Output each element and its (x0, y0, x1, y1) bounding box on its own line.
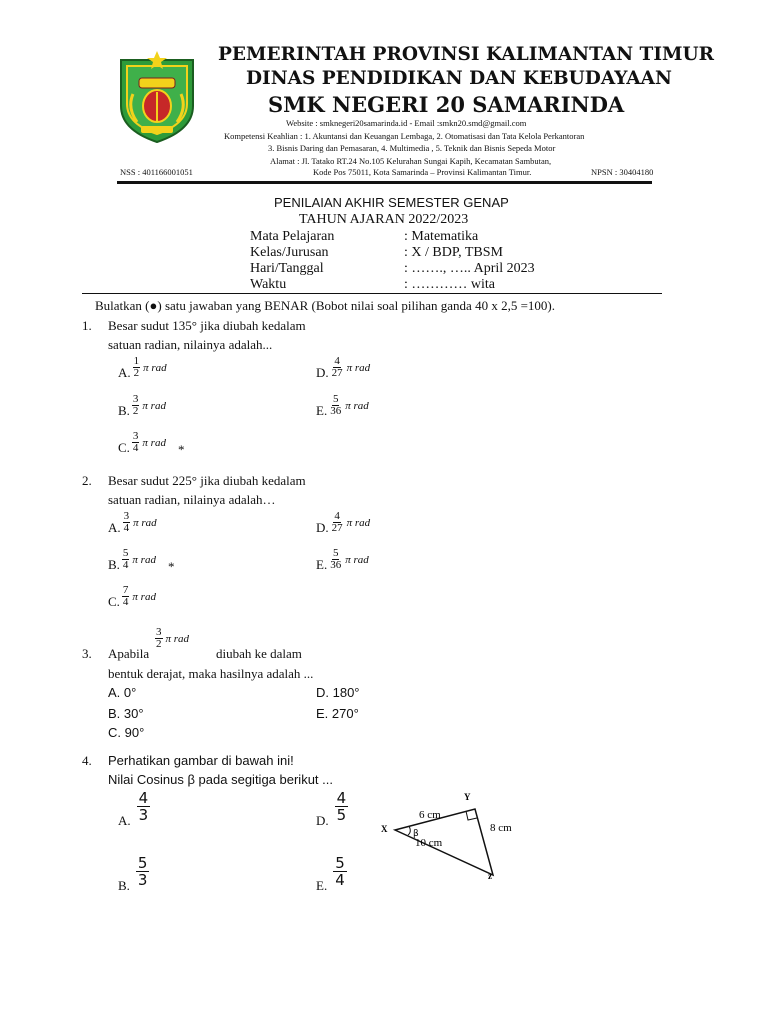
denominator: 4 (122, 559, 129, 571)
numerator: 3 (132, 430, 139, 442)
q1-text: satuan radian, nilainya adalah... (108, 337, 273, 352)
q1-option-e[interactable] (316, 394, 369, 417)
pi-rad: π rad (346, 516, 371, 529)
fraction (136, 855, 150, 888)
pi-rad: π rad (132, 553, 156, 566)
option-letter: E. (316, 556, 328, 572)
pi-rad: π rad (133, 516, 157, 529)
header-alamat1: Alamat : Jl. Tatako RT.24 No.105 Kelurahan Sungai Kapih, Kecamatan Sambutan, (270, 156, 552, 166)
fraction (132, 394, 140, 417)
denominator: 3 (138, 806, 149, 824)
q4-option-a[interactable] (118, 789, 150, 828)
q3-text: diubah ke dalam (216, 646, 302, 661)
fraction (132, 431, 140, 454)
header-kompetensi1: Kompetensi Keahlian : 1. Akuntansi dan Keuangan Lembaga, 2. Otomatisasi dan Tata Kelola Perkantoran (224, 131, 585, 141)
option-letter: D. (316, 364, 329, 380)
denominator: 4 (335, 871, 345, 889)
numerator: 5 (137, 854, 148, 872)
q2-option-b[interactable] (108, 547, 175, 574)
q3-text: bentuk derajat, maka hasilnya adalah ... (108, 666, 314, 681)
denominator: 2 (156, 638, 162, 650)
numerator: 4 (138, 789, 149, 807)
info-divider (82, 293, 662, 294)
option-letter: C. (108, 593, 120, 609)
info-value: : ……., ….. April 2023 (404, 261, 535, 276)
fraction (123, 511, 131, 534)
denominator: 2 (133, 367, 140, 379)
option-letter: B. (108, 556, 120, 572)
header-line3: SMK NEGERI 20 SAMARINDA (268, 92, 625, 117)
exam-title2: TAHUN AJARAN 2022/2023 (299, 212, 469, 227)
q3-option-b[interactable]: B. 30° (108, 706, 144, 721)
info-value: : ………… wita (404, 277, 495, 292)
denominator: 36 (330, 559, 342, 571)
numerator: 5 (332, 547, 339, 559)
q3-option-e[interactable]: E. 270° (316, 706, 359, 721)
q4-text: Nilai Cosinus β pada segitiga berikut ... (108, 772, 333, 787)
numerator: 5 (332, 393, 339, 405)
option-letter: D. (316, 812, 329, 828)
pi-rad: π rad (165, 632, 190, 645)
option-letter: C. (118, 439, 130, 455)
q1-option-a[interactable] (118, 356, 167, 379)
q4-option-b[interactable] (118, 854, 149, 893)
side-xy: 6 cm (419, 809, 441, 821)
q1-option-c[interactable] (118, 430, 185, 457)
header-line2: DINAS PENDIDIKAN DAN KEBUDAYAAN (246, 68, 672, 89)
numerator: 5 (335, 854, 345, 872)
q3-option-c[interactable]: C. 90° (108, 725, 145, 740)
denominator: 27 (331, 367, 343, 379)
pi-rad: π rad (132, 590, 156, 603)
answer-mark: * (167, 558, 175, 574)
pi-rad: π rad (345, 553, 369, 566)
vertex-z: z (488, 871, 492, 881)
info-value: : X / BDP, TBSM (404, 245, 503, 260)
pi-rad: π rad (142, 436, 166, 449)
header-divider (117, 181, 652, 184)
info-label: Kelas/Jurusan (250, 245, 329, 260)
q2-option-d[interactable] (316, 511, 370, 534)
numerator: 4 (336, 789, 347, 807)
fraction (333, 855, 347, 888)
fraction (122, 548, 130, 571)
option-letter: B. (118, 877, 130, 893)
numerator: 5 (122, 547, 129, 559)
denominator: 27 (331, 522, 343, 534)
info-label: Hari/Tanggal (250, 261, 324, 276)
denominator: 3 (137, 871, 148, 889)
q1-number: 1. (82, 318, 92, 333)
q2-option-e[interactable] (316, 548, 369, 571)
denominator: 5 (336, 806, 347, 824)
answer-mark: * (177, 441, 185, 457)
denominator: 4 (123, 522, 130, 534)
denominator: 4 (132, 442, 139, 454)
fraction (122, 585, 130, 608)
side-xz: 10 cm (415, 837, 443, 849)
pi-rad: π rad (143, 361, 167, 374)
header-kompetensi2: 3. Bisnis Daring dan Pemasaran, 4. Multimedia , 5. Teknik dan Bisnis Sepeda Motor (268, 143, 556, 153)
denominator: 2 (132, 405, 139, 417)
option-letter: A. (108, 519, 121, 535)
q3-fraction (155, 627, 189, 650)
header-npsn: NPSN : 30404180 (591, 167, 654, 177)
triangle-figure (375, 785, 525, 885)
pi-rad: π rad (142, 399, 166, 412)
numerator: 3 (123, 510, 130, 522)
option-letter: D. (316, 519, 329, 535)
instruction: Bulatkan (●) satu jawaban yang BENAR (Bobot nilai soal pilihan ganda 40 x 2,5 =100). (95, 298, 555, 313)
option-letter: B. (118, 402, 130, 418)
q2-text: satuan radian, nilainya adalah… (108, 492, 276, 507)
option-letter: E. (316, 402, 328, 418)
fraction (335, 790, 349, 823)
q3-option-a[interactable]: A. 0° (108, 685, 137, 700)
angle-beta: β (413, 829, 419, 839)
school-logo (117, 48, 197, 144)
fraction (331, 356, 344, 379)
option-letter: E. (316, 877, 328, 893)
q1-option-d[interactable] (316, 356, 370, 379)
q2-text: Besar sudut 225° jika diubah kedalam (108, 473, 306, 488)
fraction (133, 356, 141, 379)
header-website: Website : smknegeri20samarinda.id - Email :smkn20.smd@gmail.com (286, 118, 527, 128)
numerator: 3 (156, 626, 162, 638)
q2-option-a[interactable] (108, 511, 157, 534)
option-letter: A. (118, 364, 131, 380)
fraction (329, 394, 342, 417)
q1-option-b[interactable] (118, 394, 166, 417)
numerator: 4 (334, 355, 340, 367)
header-alamat2: Kode Pos 75011, Kota Samarinda – Provinsi Kalimantan Timur. (313, 167, 532, 177)
pi-rad: π rad (345, 399, 369, 412)
q4-number: 4. (82, 753, 92, 768)
vertex-y: Y (464, 792, 471, 802)
header-line1: PEMERINTAH PROVINSI KALIMANTAN TIMUR (218, 44, 714, 65)
numerator: 4 (334, 510, 340, 522)
numerator: 3 (132, 393, 139, 405)
triangle (395, 809, 493, 875)
info-label: Waktu (250, 277, 287, 292)
pi-rad: π rad (346, 361, 371, 374)
info-value: : Matematika (404, 229, 479, 244)
q3-text: Apabila (108, 646, 150, 661)
q1-text: Besar sudut 135° jika diubah kedalam (108, 318, 306, 333)
numerator: 7 (122, 584, 129, 596)
q2-number: 2. (82, 473, 92, 488)
angle-arc (408, 826, 410, 835)
side-yz: 8 cm (490, 822, 512, 834)
q4-option-e[interactable] (316, 854, 347, 893)
fraction (329, 548, 342, 571)
denominator: 4 (122, 596, 129, 608)
vertex-x: X (381, 824, 388, 834)
q3-option-d[interactable]: D. 180° (316, 685, 360, 700)
fraction (155, 627, 163, 650)
fraction (137, 790, 151, 823)
q2-option-c[interactable] (108, 585, 156, 608)
header-nss: NSS : 401166001051 (120, 167, 193, 177)
info-label: Mata Pelajaran (250, 229, 335, 244)
option-letter: A. (118, 812, 131, 828)
exam-title1: PENILAIAN AKHIR SEMESTER GENAP (274, 195, 509, 210)
q3-number: 3. (82, 646, 92, 661)
denominator: 36 (330, 405, 342, 417)
q4-option-d[interactable] (316, 789, 348, 828)
q4-text: Perhatikan gambar di bawah ini! (108, 753, 294, 768)
numerator: 1 (133, 355, 140, 367)
fraction (331, 511, 344, 534)
